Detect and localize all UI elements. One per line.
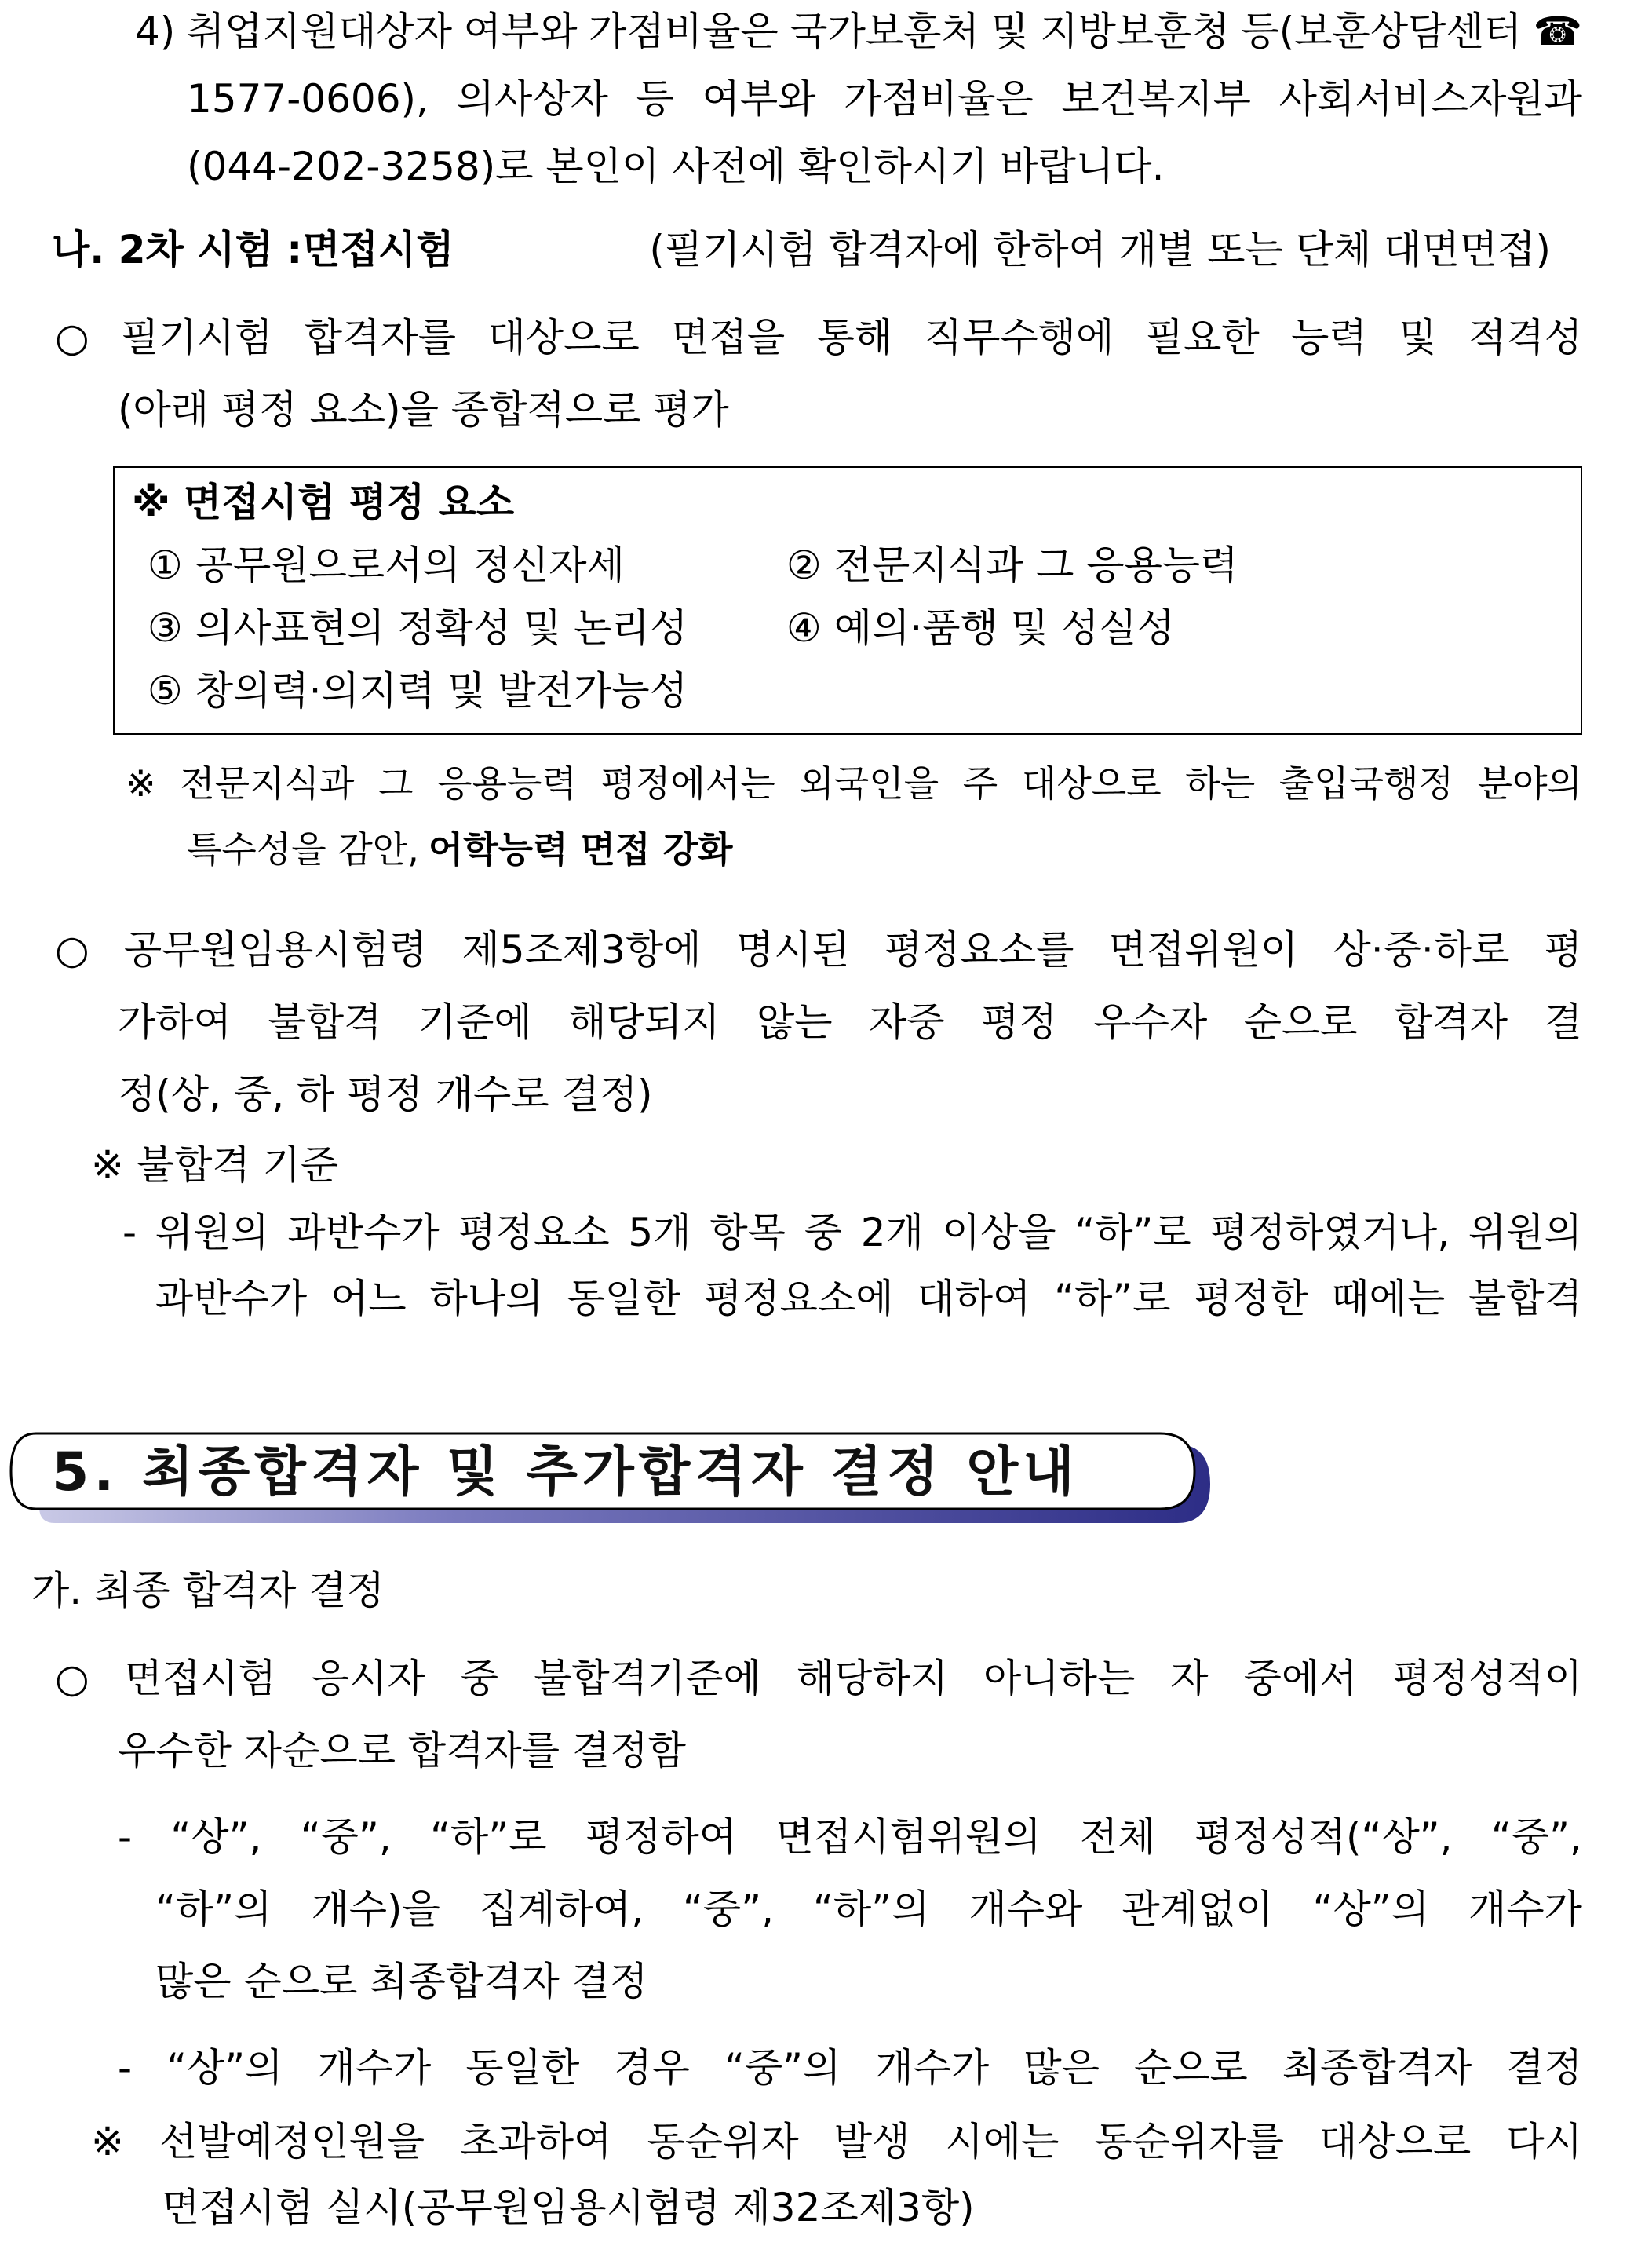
word: 능력 xyxy=(1291,315,1367,360)
section-a-dash1-line3-text: 많은 순으로 최종합격자 결정 xyxy=(155,1959,648,2004)
word: 평정성적(“상”, xyxy=(1194,1814,1453,1860)
word: 응시자 xyxy=(311,1656,425,1701)
word: 보건복지부 xyxy=(1061,76,1251,122)
note4-line2 xyxy=(187,75,1582,122)
word: 대하여 xyxy=(917,1276,1031,1321)
word: 등(보훈상담센터 xyxy=(1241,9,1523,54)
note4-line3-text: (044-202-3258)로 본인이 사전에 확인하시기 바랍니다. xyxy=(187,144,1165,189)
word: 불합격 xyxy=(268,999,382,1045)
word: “하”로 xyxy=(430,1814,547,1860)
word: 동일한 xyxy=(567,1276,681,1321)
word: 하는 xyxy=(1185,762,1256,805)
word: 개수가 xyxy=(317,2045,432,2091)
word: 및 xyxy=(990,9,1029,54)
word: 적격성 xyxy=(1468,315,1582,360)
section-a-dash1-line1 xyxy=(118,1813,1582,1861)
word: “하”로 xyxy=(1074,1210,1191,1255)
word: 가점비율은 xyxy=(589,9,779,54)
word: 출입국행정 xyxy=(1278,762,1454,805)
word: 평정한 xyxy=(1194,1276,1308,1321)
word: ※ xyxy=(126,762,156,805)
word: 우수자 xyxy=(1093,999,1208,1045)
word: 및 xyxy=(1399,315,1437,360)
word: 해당하지 xyxy=(796,1656,949,1701)
word: 평정성적이 xyxy=(1392,1656,1582,1701)
word: 응용능력 xyxy=(437,762,577,805)
word: 가점비율은 xyxy=(844,76,1034,122)
word: 취업지원대상자 xyxy=(186,9,453,54)
word: 면접을 xyxy=(671,315,786,360)
word: ○ xyxy=(55,1656,89,1701)
word: 상·중·하로 xyxy=(1333,927,1510,973)
criteria-item-3: ③ 의사표현의 정확성 및 논리성 xyxy=(148,605,688,651)
word: 사회서비스자원과 xyxy=(1278,76,1582,122)
word: 국가보훈처 xyxy=(790,9,979,54)
word: 여부와 xyxy=(702,76,816,122)
section-b-bullet1-line2-text: (아래 평정 요소)을 종합적으로 평가 xyxy=(118,387,729,433)
word: “상”의 xyxy=(1312,1886,1430,1932)
word: “하”의 xyxy=(155,1886,272,1932)
word: 관계없이 xyxy=(1122,1886,1274,1932)
word: 평정 xyxy=(981,999,1057,1045)
word: 평정요소를 xyxy=(884,927,1074,973)
word: 발생 xyxy=(833,2119,910,2164)
word: 1577-0606), xyxy=(187,76,429,122)
word: 항목 xyxy=(709,1210,786,1255)
expert-note-line2a: 특수성을 감안, xyxy=(187,828,419,871)
word: 면접시험 xyxy=(124,1656,276,1701)
word: 경우 xyxy=(614,2045,690,2091)
word: 분야의 xyxy=(1477,762,1582,805)
word: - xyxy=(118,2045,133,2091)
word: “하”의 xyxy=(813,1886,930,1932)
word: - xyxy=(118,1814,133,1860)
word: “중”, xyxy=(1490,1814,1582,1860)
criteria-item-5: ⑤ 창의력·의지력 및 발전가능성 xyxy=(148,668,688,714)
word: ○ xyxy=(55,315,89,360)
word: 중 xyxy=(460,1656,499,1701)
word: 통해 xyxy=(816,315,893,360)
expert-note-line2b: 어학능력 면접 강화 xyxy=(428,828,733,871)
bullet2-line2 xyxy=(118,999,1582,1046)
section-b-bullet1-line2 xyxy=(118,386,729,433)
word: ※ xyxy=(91,2119,124,2164)
bullet2-line3-text: 정(상, 중, 하 평정 개수로 결정) xyxy=(118,1072,653,1117)
expert-note-line2 xyxy=(187,826,732,873)
word: 않는 xyxy=(756,999,833,1045)
word: 여부와 xyxy=(463,9,578,54)
word: 최종합격자 xyxy=(1282,2045,1472,2091)
word: 아니하는 xyxy=(983,1656,1136,1701)
word: 그 xyxy=(378,762,414,805)
word: 면접시험위원의 xyxy=(775,1814,1041,1860)
word: “중”의 xyxy=(724,2045,841,2091)
word: 다시 xyxy=(1506,2119,1582,2164)
word: 해당되지 xyxy=(568,999,720,1045)
word: 전문지식과 xyxy=(180,762,355,805)
word: 집계하여, xyxy=(479,1886,644,1932)
word: 등 xyxy=(636,76,674,122)
word: 결 xyxy=(1544,999,1582,1045)
word: 결정 xyxy=(1506,2045,1582,2091)
word: 4) xyxy=(135,9,176,54)
word: “상”의 xyxy=(166,2045,283,2091)
expert-note-line1 xyxy=(126,760,1582,807)
word: 필기시험 xyxy=(121,315,273,360)
criteria-box xyxy=(113,466,1582,735)
word: 자중 xyxy=(869,999,945,1045)
word: 대상으로 xyxy=(1319,2119,1472,2164)
word: - xyxy=(122,1210,137,1255)
word: 2개 xyxy=(860,1210,924,1255)
section-b-suffix: (필기시험 합격자에 한하여 개별 또는 단체 대면면접) xyxy=(649,227,1551,272)
word: 전체 xyxy=(1079,1814,1156,1860)
word: 때에는 xyxy=(1331,1276,1446,1321)
section-a-title xyxy=(31,1567,385,1614)
section-a-title-text: 가. 최종 합격자 결정 xyxy=(31,1568,385,1613)
criteria-item-4: ④ 예의·품행 및 성실성 xyxy=(786,605,1175,651)
word: 많은 xyxy=(1023,2045,1100,2091)
word: 직무수행에 xyxy=(924,315,1114,360)
word: 순으로 xyxy=(1243,999,1358,1045)
fail-criteria-title-text: ※ 불합격 기준 xyxy=(91,1142,339,1188)
criteria-item-1: ① 공무원으로서의 정신자세 xyxy=(148,542,625,588)
section-b-bullet1-line1 xyxy=(55,314,1582,361)
word: 하나의 xyxy=(429,1276,544,1321)
word: 평정하였거나, xyxy=(1209,1210,1450,1255)
word: ○ xyxy=(55,927,89,973)
word: “상”, xyxy=(170,1814,262,1860)
section-a-dash2 xyxy=(118,2044,1582,2091)
word: 필요한 xyxy=(1145,315,1260,360)
section-a-bullet-line1 xyxy=(55,1655,1582,1702)
word: 대상으로 xyxy=(1021,762,1162,805)
word: 중 xyxy=(804,1210,842,1255)
section-a-bullet-line2-text: 우수한 자순으로 합격자를 결정함 xyxy=(118,1728,686,1773)
section5-header xyxy=(8,1430,1213,1525)
word: 평 xyxy=(1544,927,1582,973)
word: 평정요소에 xyxy=(704,1276,894,1321)
word: 5개 xyxy=(628,1210,691,1255)
word: 지방보훈청 xyxy=(1040,9,1230,54)
word: 시에는 xyxy=(945,2119,1060,2164)
word: “하”로 xyxy=(1054,1276,1171,1321)
section-a-note-line1 xyxy=(91,2118,1582,2165)
section-b-heading xyxy=(52,226,1551,273)
word: 외국인을 xyxy=(799,762,939,805)
word: 합격자 xyxy=(1394,999,1508,1045)
word: 개수가 xyxy=(1468,1886,1582,1932)
word: 공무원임용시험령 xyxy=(123,927,428,973)
word: 순으로 xyxy=(1133,2045,1248,2091)
word: 동순위자 xyxy=(647,2119,799,2164)
word: 개수가 xyxy=(875,2045,990,2091)
word: 위원의 xyxy=(155,1210,269,1255)
fail-criteria-title xyxy=(91,1141,338,1189)
word: 평정하여 xyxy=(585,1814,738,1860)
word: 대상으로 xyxy=(487,315,640,360)
section-b-prefix xyxy=(52,226,454,273)
word: 합격자를 xyxy=(304,315,457,360)
word: 평정요소 xyxy=(458,1210,610,1255)
word: 개수와 xyxy=(968,1886,1083,1932)
bullet2-line3 xyxy=(118,1071,653,1118)
criteria-box-title: ※ 면접시험 평정 요소 xyxy=(132,480,515,525)
word: 과반수가 xyxy=(155,1276,308,1321)
word: 자 xyxy=(1170,1656,1209,1701)
section-a-note-line2 xyxy=(162,2184,975,2231)
word: 불합격기준에 xyxy=(534,1656,761,1701)
section-a-bullet-line2 xyxy=(118,1727,686,1774)
word: 이상을 xyxy=(942,1210,1056,1255)
word: 위원의 xyxy=(1468,1210,1582,1255)
fail-criteria-line1 xyxy=(122,1209,1582,1256)
word: 초과하여 xyxy=(460,2119,612,2164)
word: 개수)을 xyxy=(311,1886,440,1932)
word: 제5조제3항에 xyxy=(461,927,702,973)
word: 선발예정인원을 xyxy=(159,2119,425,2164)
section-a-dash1-line2 xyxy=(155,1886,1582,1933)
word: 과반수가 xyxy=(287,1210,440,1255)
word: “중”, xyxy=(682,1886,774,1932)
section-a-dash1-line3 xyxy=(155,1958,647,2005)
word: 동순위자를 xyxy=(1094,2119,1284,2164)
bullet2-line1 xyxy=(55,926,1582,973)
word: 평정에서는 xyxy=(600,762,775,805)
word: 의사상자 xyxy=(456,76,608,122)
section-a-note-line2-text: 면접시험 실시(공무원임용시험령 제32조제3항) xyxy=(162,2185,975,2230)
section-b-prefix-text: 나. 2차 시험 : xyxy=(52,227,303,272)
note4-line1 xyxy=(135,8,1582,55)
word: 불합격 xyxy=(1468,1276,1582,1321)
word: 어느 xyxy=(330,1276,407,1321)
section-b-bold-text: 면접시험 xyxy=(302,227,454,272)
word: 중에서 xyxy=(1243,1656,1358,1701)
word: 주 xyxy=(962,762,998,805)
word: 명시된 xyxy=(735,927,850,973)
word: “중”, xyxy=(300,1814,392,1860)
word: 면접위원이 xyxy=(1108,927,1299,973)
note4-line3 xyxy=(187,143,1164,190)
word: 기준에 xyxy=(418,999,532,1045)
word: ☎ xyxy=(1533,9,1582,54)
word: 가하여 xyxy=(118,999,232,1045)
word: 동일한 xyxy=(465,2045,580,2091)
criteria-item-2: ② 전문지식과 그 응용능력 xyxy=(786,542,1238,588)
section5-title: 5. 최종합격자 및 추가합격자 결정 안내 xyxy=(52,1441,1079,1503)
fail-criteria-line2 xyxy=(155,1275,1582,1322)
